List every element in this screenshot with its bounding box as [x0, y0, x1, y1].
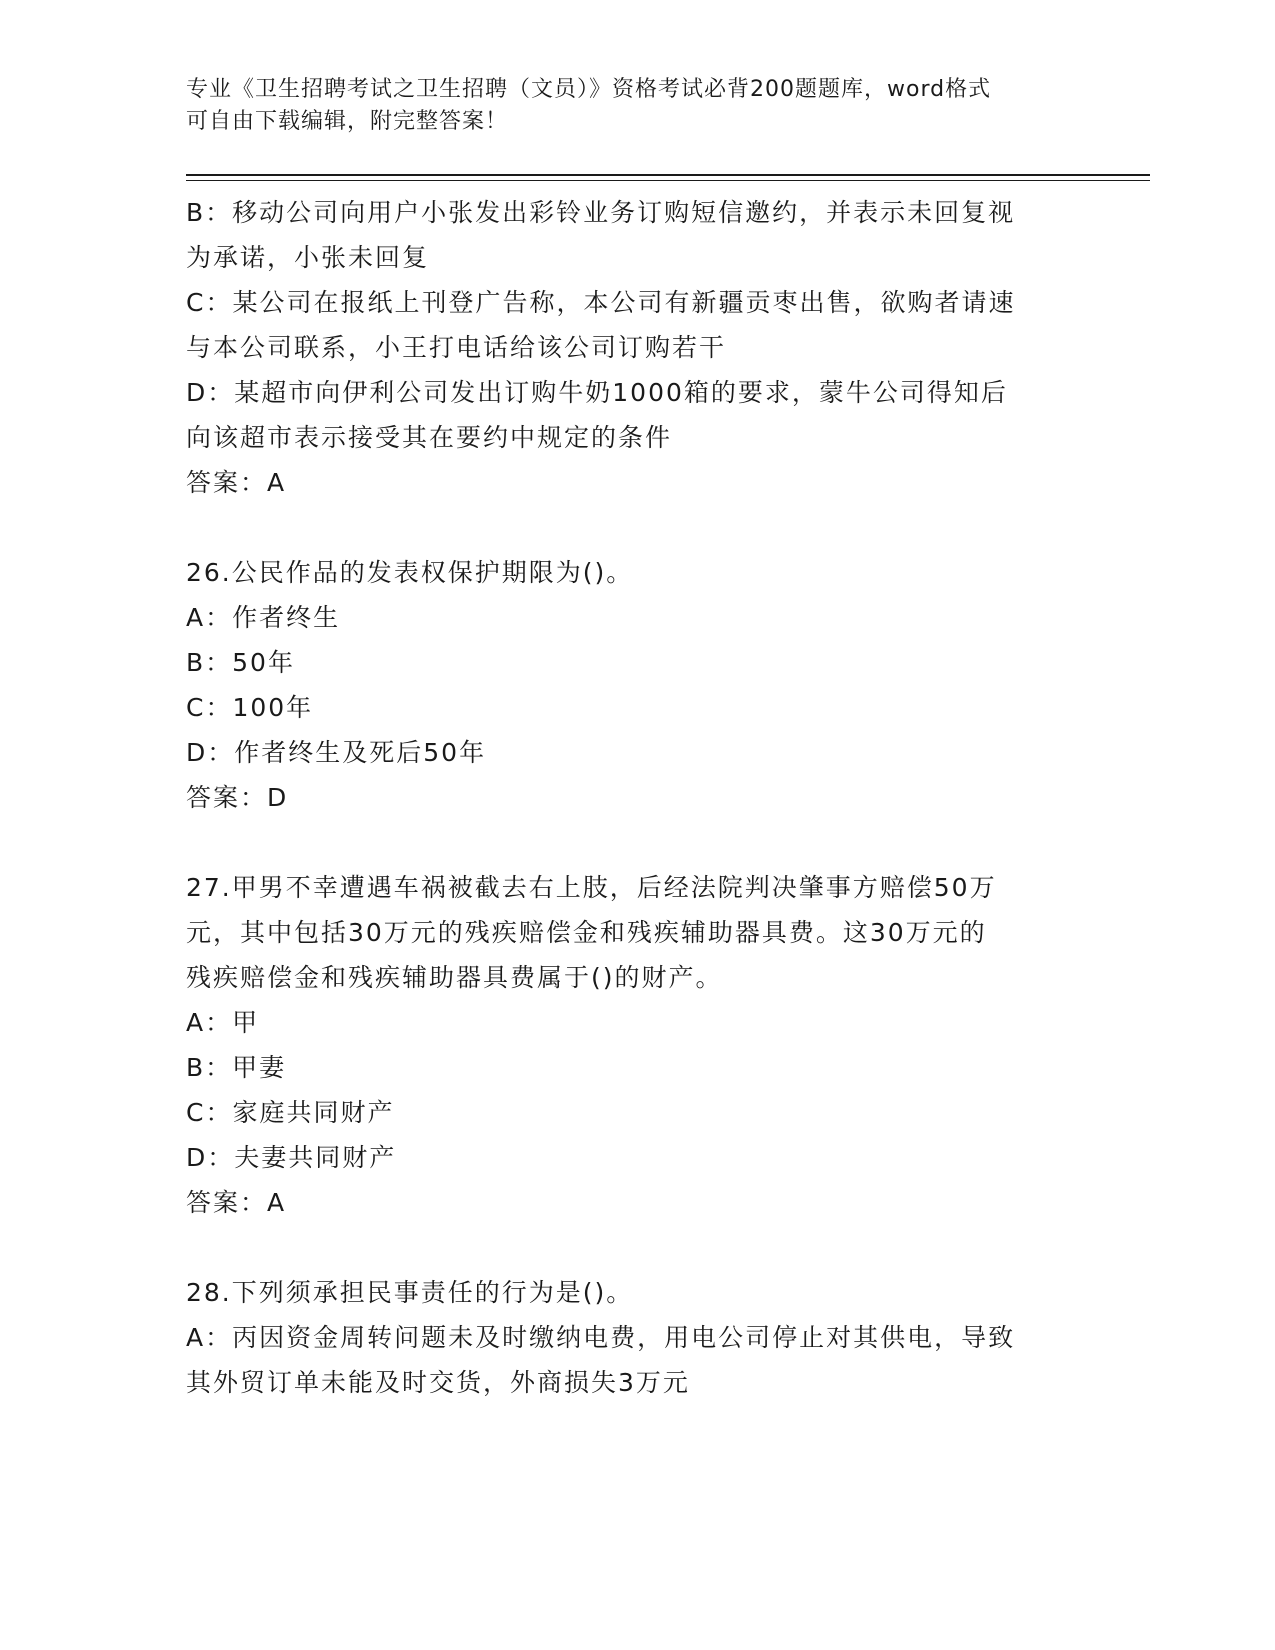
- option-c-line-2: 与本公司联系，小王打电话给该公司订购若干: [186, 333, 727, 362]
- option-a-line-2: 其外贸订单未能及时交货，外商损失3万元: [186, 1368, 690, 1397]
- option-a-line-1: A：丙因资金周转问题未及时缴纳电费，用电公司停止对其供电，导致: [186, 1323, 1016, 1352]
- option-a: A：作者终生: [186, 603, 341, 632]
- option-c: C：家庭共同财产: [186, 1098, 395, 1127]
- answer-line: 答案：D: [186, 783, 289, 812]
- option-c: C：100年: [186, 693, 314, 722]
- option-c-line-1: C：某公司在报纸上刊登广告称，本公司有新疆贡枣出售，欲购者请速: [186, 288, 1016, 317]
- option-d-line-2: 向该超市表示接受其在要约中规定的条件: [186, 423, 673, 452]
- document-header: [186, 74, 1086, 138]
- answer-line: 答案：A: [186, 1188, 287, 1217]
- option-b: B：50年: [186, 648, 295, 677]
- option-d-line-1: D：某超市向伊利公司发出订购牛奶1000箱的要求，蒙牛公司得知后: [186, 378, 1008, 407]
- option-b-line-2: 为承诺，小张未回复: [186, 243, 430, 272]
- header-line-1: 专业《卫生招聘考试之卫生招聘（文员）》资格考试必背200题题库，word格式: [186, 77, 992, 102]
- header-line-2: 可自由下载编辑，附完整答案！: [186, 109, 509, 134]
- question-stem-line-2: 元，其中包括30万元的残疾赔偿金和残疾辅助器具费。这30万元的: [186, 918, 987, 947]
- question-stem: 26.公民作品的发表权保护期限为()。: [186, 558, 634, 587]
- option-b: B：甲妻: [186, 1053, 287, 1082]
- question-stem-line-1: 27.甲男不幸遭遇车祸被截去右上肢，后经法院判决肇事方赔偿50万: [186, 873, 997, 902]
- answer-line: 答案：A: [186, 468, 287, 497]
- option-d: D：作者终生及死后50年: [186, 738, 487, 767]
- header-divider-thin: [186, 180, 1150, 181]
- question-stem-line-3: 残疾赔偿金和残疾辅助器具费属于()的财产。: [186, 963, 723, 992]
- option-a: A：甲: [186, 1008, 260, 1037]
- option-b-line-1: B：移动公司向用户小张发出彩铃业务订购短信邀约，并表示未回复视: [186, 198, 1016, 227]
- question-27: [186, 865, 1086, 1225]
- question-stem: 28.下列须承担民事责任的行为是()。: [186, 1278, 634, 1307]
- question-28: [186, 1270, 1086, 1405]
- question-25-tail: [186, 190, 1086, 505]
- question-26: [186, 550, 1086, 820]
- header-divider-thick: [186, 174, 1150, 176]
- spacer: [186, 820, 1086, 865]
- spacer: [186, 1225, 1086, 1270]
- spacer: [186, 505, 1086, 550]
- question-content: [186, 190, 1086, 1405]
- option-d: D：夫妻共同财产: [186, 1143, 397, 1172]
